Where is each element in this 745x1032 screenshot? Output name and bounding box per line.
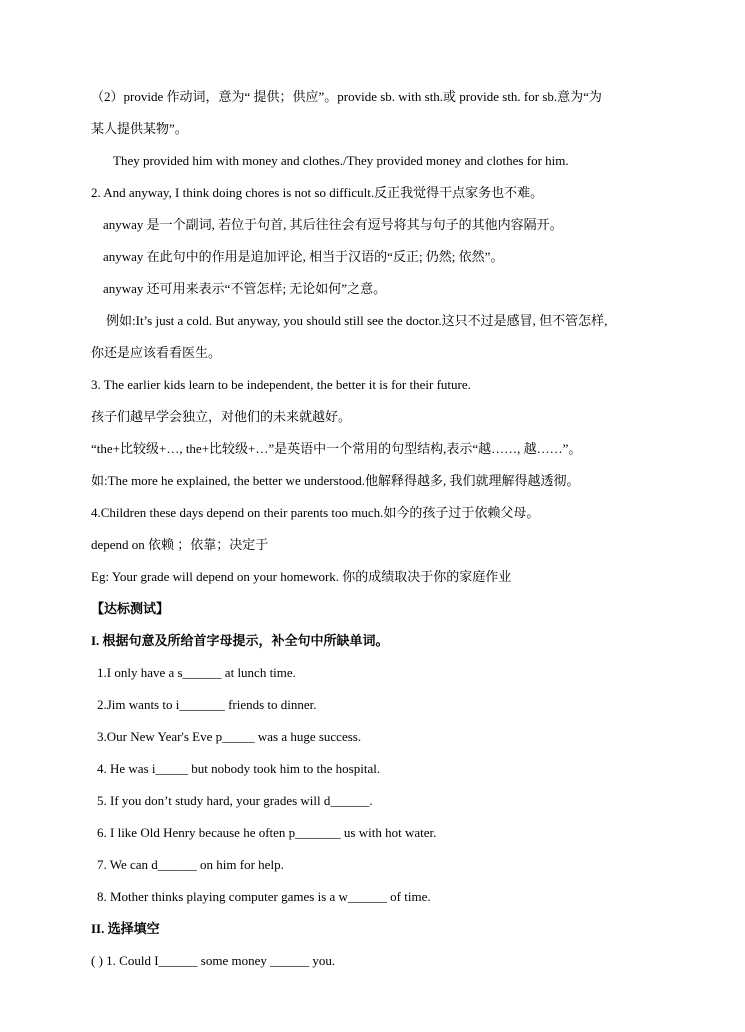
text-line: 孩子们越早学会独立，对他们的未来就越好。 <box>91 409 352 424</box>
text-line: 2. And anyway, I think doing chores is not so difficult.反正我觉得干点家务也不难。 <box>91 185 544 200</box>
exercise-heading: I. 根据句意及所给首字母提示，补全句中所缺单词。 <box>91 633 389 648</box>
text-line: anyway 在此句中的作用是追加评论, 相当于汉语的“反正; 仍然; 依然”。 <box>103 249 504 264</box>
exercise-heading: II. 选择填空 <box>91 921 160 936</box>
example-sentence: They provided him with money and clothes./They provided money and clothes for him. <box>113 153 569 168</box>
exercise-item: 7. We can d______ on him for help. <box>97 857 284 872</box>
exercise-item: ( ) 1. Could I______ some money ______ you. <box>91 953 336 968</box>
exercise-item: 4. He was i_____ but nobody took him to the hospital. <box>97 761 381 776</box>
exercise-item: 5. If you don’t study hard, your grades will d______. <box>97 793 373 808</box>
text-line: 4.Children these days depend on their parents too much.如今的孩子过于依赖父母。 <box>91 505 540 520</box>
section-heading: 【达标测试】 <box>91 601 170 616</box>
text-line: depend on 依赖 ；依靠；决定于 <box>91 537 269 552</box>
text-line: anyway 还可用来表示“不管怎样; 无论如何”之意。 <box>103 281 387 296</box>
text-line: 3. The earlier kids learn to be independent, the better it is for their future. <box>91 377 471 392</box>
exercise-item: 2.Jim wants to i_______ friends to dinner. <box>97 697 317 712</box>
text-line: （2）provide 作动词，意为“ 提供；供应”。provide sb. with sth.或 provide sth. for sb.意为“为 <box>91 89 602 104</box>
text-line: 你还是应该看看医生。 <box>91 345 222 360</box>
exercise-item: 3.Our New Year's Eve p_____ was a huge success. <box>97 729 362 744</box>
example-sentence: 如:The more he explained, the better we understood.他解释得越多, 我们就理解得越透彻。 <box>91 473 580 488</box>
text-line: 某人提供某物”。 <box>91 121 188 136</box>
exercise-item: 8. Mother thinks playing computer games is a w______ of time. <box>97 889 431 904</box>
exercise-item: 6. I like Old Henry because he often p_______ us with hot water. <box>97 825 437 840</box>
text-line: “the+比较级+…, the+比较级+…”是英语中一个常用的句型结构,表示“越……, 越……”。 <box>91 441 582 456</box>
example-sentence: Eg: Your grade will depend on your homework. 你的成绩取决于你的家庭作业 <box>91 569 512 584</box>
example-sentence: 例如:It’s just a cold. But anyway, you should still see the doctor.这只不过是感冒, 但不管怎样, <box>106 313 608 328</box>
text-line: anyway 是一个副词, 若位于句首, 其后往往会有逗号将其与句子的其他内容隔开。 <box>103 217 563 232</box>
exercise-item: 1.I only have a s______ at lunch time. <box>97 665 296 680</box>
